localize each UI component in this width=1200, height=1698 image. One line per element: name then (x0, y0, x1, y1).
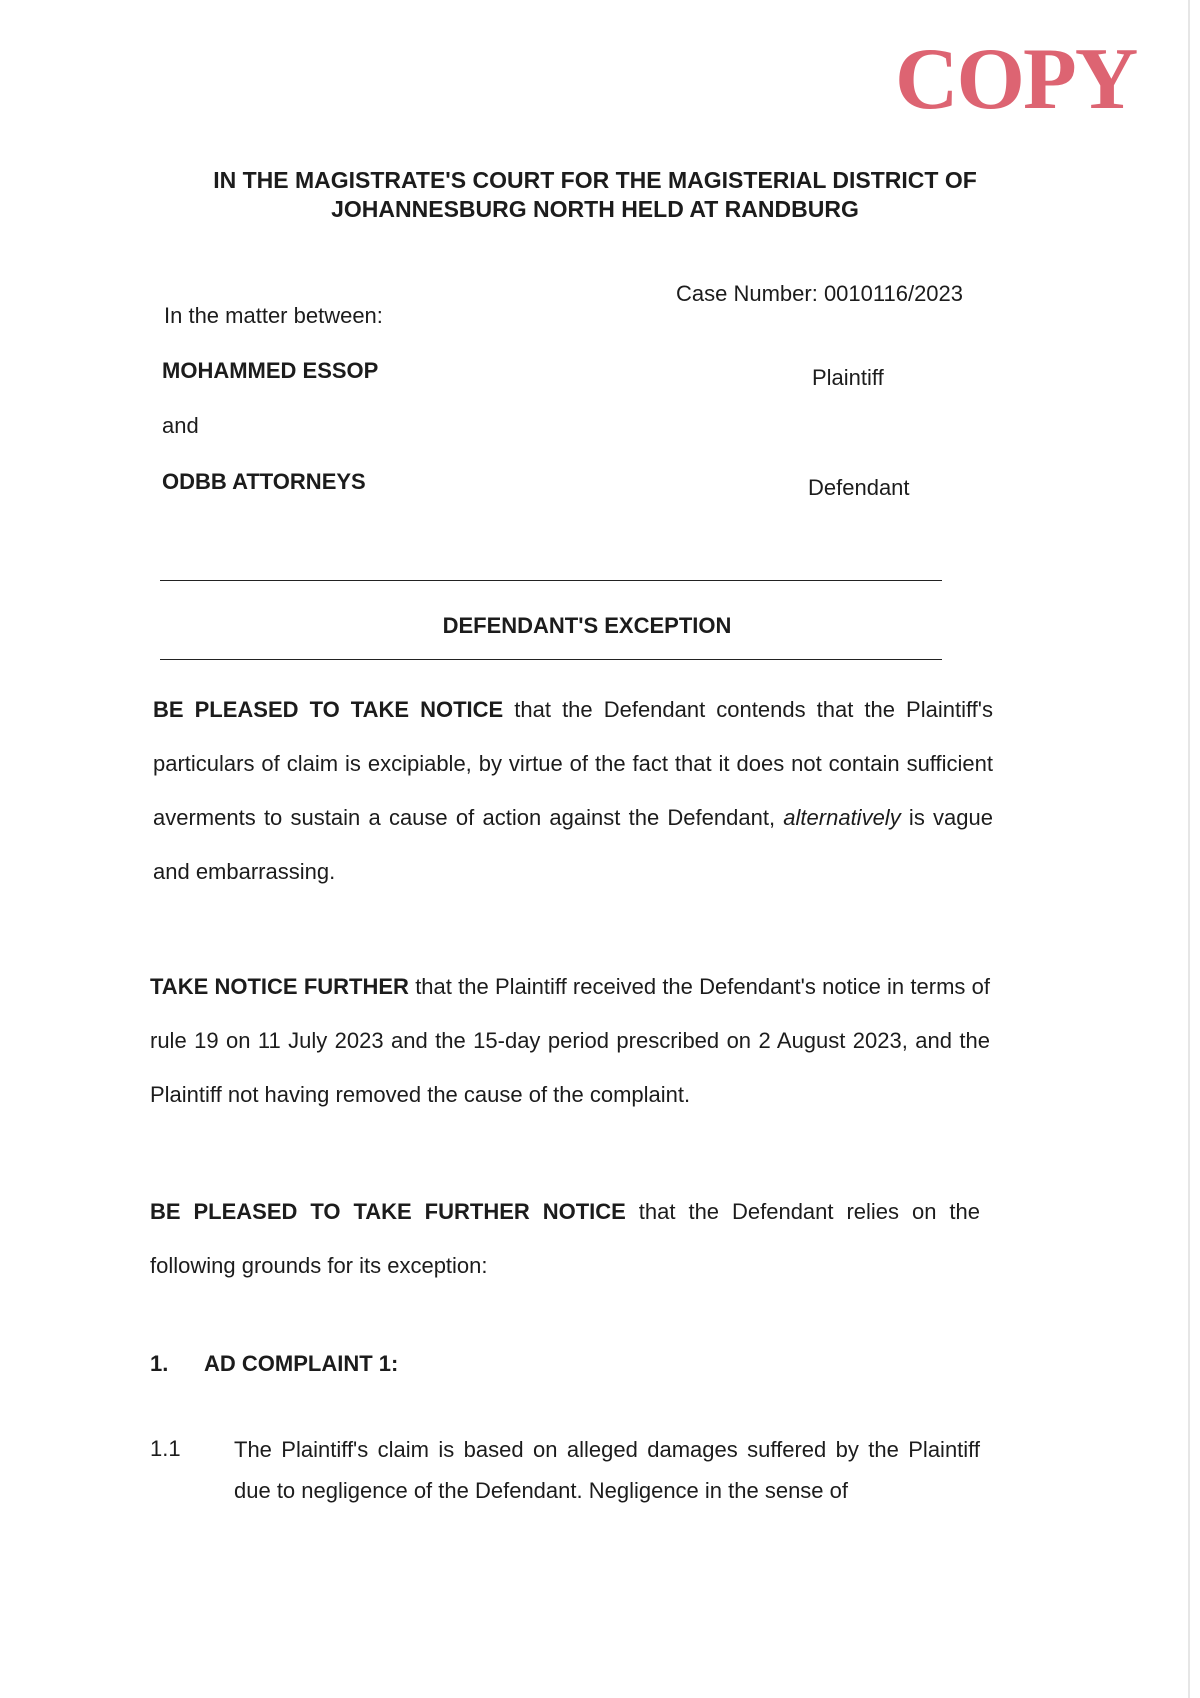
notice-3-text: that the Defendant relies on the following grounds for its exception: (150, 1199, 980, 1278)
court-heading-line-1: IN THE MAGISTRATE'S COURT FOR THE MAGISTERIAL DISTRICT OF (213, 167, 977, 193)
plaintiff-role: Plaintiff (812, 365, 884, 390)
notice-1-text-b: is vague and embarrassing. (153, 805, 993, 884)
notice-2-lead: TAKE NOTICE FURTHER (150, 974, 409, 999)
notice-1-lead: BE PLEASED TO TAKE NOTICE (153, 697, 504, 722)
page-edge-shadow (1188, 0, 1190, 1698)
title-rule-bottom (160, 659, 942, 660)
notice-3-lead: BE PLEASED TO TAKE FURTHER NOTICE (150, 1199, 626, 1224)
defendant-role: Defendant (808, 475, 910, 500)
plaintiff-name: MOHAMMED ESSOP (162, 358, 379, 383)
defendant-name: ODBB ATTORNEYS (162, 469, 366, 494)
notice-1-italic: alternatively (783, 805, 901, 830)
notice-2-text: that the Plaintiff received the Defendant's notice in terms of rule 19 on 11 July 2023 and the 15-day period prescribed on 2 August 2023, and the Plaintiff not having removed the cause of the complaint. (150, 974, 990, 1107)
document-title: DEFENDANT'S EXCEPTION (442, 613, 732, 638)
matter-intro: In the matter between: (164, 303, 383, 328)
notice-paragraph-3 (150, 1185, 980, 1293)
notice-paragraph-1 (153, 683, 993, 899)
copy-stamp: COPY (895, 31, 1137, 128)
section-1-number: 1. (150, 1351, 169, 1376)
party-connector: and (162, 413, 199, 438)
notice-1-text-a: that the Defendant contends that the Plaintiff's particulars of claim is excipiable, by virtue of the fact that it does not contain sufficient averments to sustain a cause of action against the Defendant, (153, 697, 993, 830)
title-rule-top (160, 580, 942, 581)
case-number: Case Number: 0010116/2023 (676, 281, 964, 306)
item-1-1-text: The Plaintiff's claim is based on alleged damages suffered by the Plaintiff due to negligence of the Defendant. Negligence in the sense of (234, 1437, 980, 1503)
notice-paragraph-2 (150, 960, 990, 1122)
court-heading-line-2: JOHANNESBURG NORTH HELD AT RANDBURG (331, 196, 859, 222)
item-1-1-number: 1.1 (150, 1436, 181, 1461)
section-1-heading: AD COMPLAINT 1: (204, 1351, 399, 1376)
